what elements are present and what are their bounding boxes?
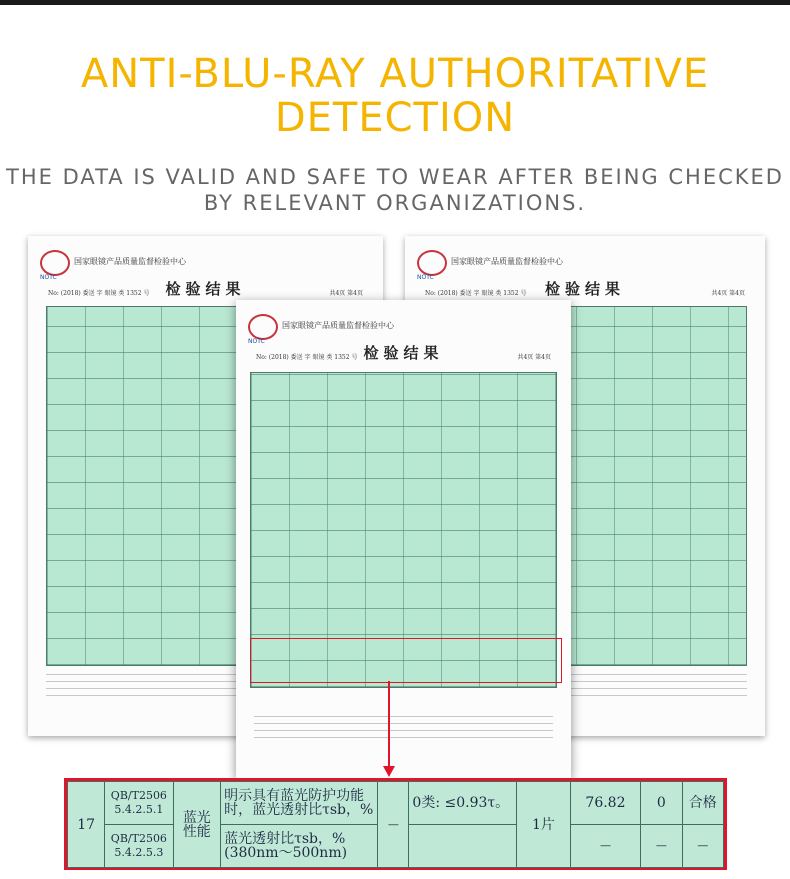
top-bar [0,0,790,5]
center-name: 国家眼镜产品质量监督检验中心 [282,321,394,330]
item-description-2: 蓝光透射比τsb，% (380nm～500nm) [221,825,378,868]
test-result: 76.82 [570,782,640,825]
report-page-no: 共4页 第4页 [329,290,363,297]
notc-logo-icon [417,250,447,276]
page-title: ANTI-BLU-RAY AUTHORITATIVE DETECTION [80,51,710,141]
row-seq: 17 [68,782,105,868]
arrow-down-icon [383,766,395,777]
page-subtitle: THE DATA IS VALID AND SAFE TO WEAR AFTER BEING CHECKED BY RELEVANT ORGANIZATIONS. [6,165,784,215]
fail-count-blank: — [641,825,682,868]
sample-quantity: 1片 [517,782,571,868]
report-ref-no: No: (2018) 委送 字 眼镜 类 1352 号 [48,290,150,297]
footnote-lines [254,714,553,738]
verdict-blank: — [682,825,723,868]
result-blank: — [570,825,640,868]
unit-dash: — [378,782,409,868]
notc-logo-icon [40,250,70,276]
report-ref-no: No: (2018) 委送 字 眼镜 类 1352 号 [256,354,358,361]
logo-text: NOTC [417,274,434,281]
report-sheet-center [236,300,571,778]
requirement: 0类: ≤0.93τ。 [409,782,517,825]
standard-clause-1: QB/T2506 5.4.2.5.1 [105,782,173,825]
report-title: 检验结果 [363,344,444,362]
fail-count: 0 [641,782,682,825]
magnified-row [64,778,727,870]
center-name: 国家眼镜产品质量监督检验中心 [74,257,186,266]
logo-text: NOTC [248,338,265,345]
notc-logo-icon [248,314,278,340]
connector-line [388,681,390,769]
report-page-no: 共4页 第4页 [517,354,551,361]
report-ref-no: No: (2018) 委送 字 眼镜 类 1352 号 [425,290,527,297]
report-title: 检验结果 [544,280,625,298]
center-name: 国家眼镜产品质量监督检验中心 [451,257,563,266]
magnified-table [67,781,724,868]
item-name: 蓝光性能 [173,782,221,868]
highlight-frame [250,638,562,683]
standard-clause-2: QB/T2506 5.4.2.5.3 [105,825,173,868]
verdict: 合格 [682,782,723,825]
item-description-1: 明示具有蓝光防护功能时，蓝光透射比τsb，% [221,782,378,825]
report-page-no: 共4页 第4页 [711,290,745,297]
logo-text: NOTC [40,274,57,281]
requirement-blank [409,825,517,868]
report-title: 检验结果 [165,280,246,298]
